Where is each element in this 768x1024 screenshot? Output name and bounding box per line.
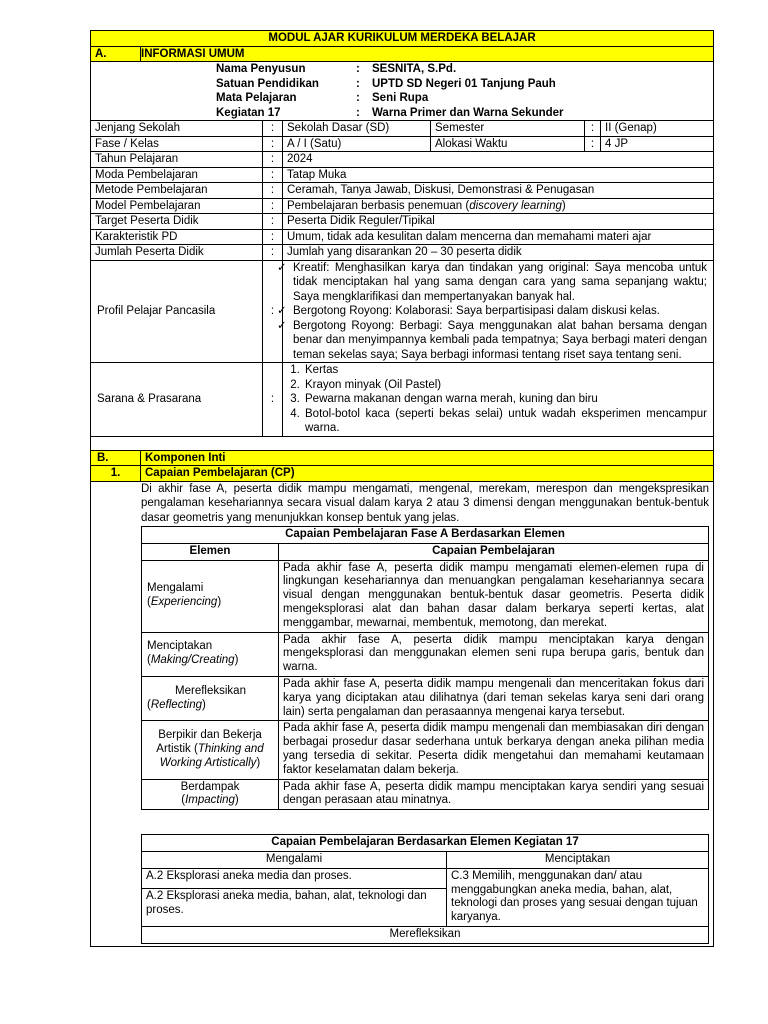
elemen-name: Merefleksikan [175,684,246,697]
profil-item-text: Kreatif: Menghasilkan karya dan tindakan yang original: Saya mencoba untuk tidak menciptakan hal yang sama dengan cara yang sama sepanjang waktu; Saya mengklarifikasi dan mempertanyakan banyak hal. [293,261,707,303]
text: Pembelajaran berbasis penemuan ( [287,199,470,212]
info-label-2: Semester [431,121,585,137]
elemen-cell: Berpikir dan Bekerja Artistik (Thinking and Working Artistically) [142,721,279,779]
cp17-cell: A.2 Eksplorasi aneka media dan proses. [142,868,447,889]
capaian-text: Pada akhir fase A, peserta didik mampu mengamati elemen-elemen rupa di lingkungan kesehariannya dan menuangkan pengalaman kesehariannya secara visual dengan menggunakan bentuk-bentuk dasar geometris. Peserta didik mengeksplorasi alat dan bahan dasar dalam berkarya seperti kertas, alat menggambar, mewarnai, membentuk, memotong, dan merekat. [279,560,709,632]
text-italic: Making/Creating [150,654,235,667]
elemen-en: (Experiencing) [147,596,222,609]
info-value: Sekolah Dasar (SD) [283,121,431,137]
sarana-list [283,363,714,437]
elemen-en: (Impacting) [181,794,239,807]
colon: : [263,152,283,168]
info-label: Karakteristik PD [91,229,263,245]
text-italic: Thinking and Working Artistically [159,743,264,769]
colon: : [585,121,601,137]
colon: : [356,77,360,90]
identity-label: Mata Pelajaran [216,92,297,104]
profil-item-text: Bergotong Royong: Kolaborasi: Saya berpartisipasi dalam diskusi kelas. [293,305,660,317]
sarana-item: 1. Kertas [303,363,707,378]
elemen-name: Berdampak [180,780,240,793]
spacer-row [91,436,714,450]
capaian-text: Pada akhir fase A, peserta didik mampu mengenali dan membiasakan diri dengan berbagai prosedur dasar sederhana untuk berkarya dengan aneka pilihan media yang tersedia di sekitar. Peserta didik mengetahui dan memahami keutamaan faktor keselamatan dalam bekerja. [279,721,709,779]
info-label: Target Peserta Didik [91,214,263,230]
colon: : [263,136,283,152]
text-italic: Reflecting [150,698,202,711]
info-label: Jumlah Peserta Didik [91,245,263,261]
section-b-letter: B. [91,450,141,466]
cp17-title: Capaian Pembelajaran Berdasarkan Elemen Kegiatan 17 [142,835,709,852]
info-value: Ceramah, Tanya Jawab, Diskusi, Demonstrasi & Penugasan [283,183,714,199]
sarana-label: Sarana & Prasarana [91,363,263,437]
check-icon: ✓ [277,319,287,332]
info-value: Tatap Muka [283,167,714,183]
elemen-cell [142,779,279,810]
profil-item [277,304,707,319]
info-label: Metode Pembelajaran [91,183,263,199]
col-header: Mengalami [142,851,447,868]
colon: : [356,92,360,104]
sarana-item: 3. Pewarna makanan dengan warna merah, kuning dan biru [303,392,707,407]
cp17-cell: C.3 Memilih, menggunakan dan/ atau menggabungkan aneka media, bahan, alat, teknologi dan proses yang sesuai dengan tujuan karyanya. [447,868,709,926]
info-value: Umum, tidak ada kesulitan dalam mencerna dan memahami materi ajar [283,229,714,245]
elemen-name: Berpikir dan Bekerja Artistik [156,729,262,756]
module-table [90,30,714,947]
cp-body [91,481,714,946]
elemen-cell [142,632,279,676]
colon: : [585,136,601,152]
identity-value: Warna Primer dan Warna Sekunder [372,106,564,119]
cp-table-title: Capaian Pembelajaran Fase A Berdasarkan Elemen [142,527,709,544]
colon: : [263,183,283,199]
capaian-text: Pada akhir fase A, peserta didik mampu menciptakan karya sendiri yang sesuai dengan perasaan atau minatnya. [279,779,709,810]
colon: : [263,121,283,137]
colon: : [263,167,283,183]
text-italic: Experiencing [150,596,218,609]
sarana-item: 4. Botol-botol kaca (seperti bekas selai) untuk wadah eksperimen mencampur warna. [303,407,707,436]
colon: : [263,214,283,230]
colon: : [263,245,283,261]
info-value-2: II (Genap) [601,121,714,137]
info-label-2: Alokasi Waktu [431,136,585,152]
cp17-footer: Merefleksikan [142,926,709,943]
cp-kegiatan-17-table [141,834,709,944]
colon: : [263,229,283,245]
check-icon: ✓ [277,261,287,274]
cp-fase-a-table [141,526,709,810]
info-label: Jenjang Sekolah [91,121,263,137]
section-a-letter: A. [91,46,141,62]
identity-value: UPTD SD Negeri 01 Tanjung Pauh [372,77,556,90]
cp-number: 1. [91,466,141,482]
info-value [283,198,714,214]
cp-heading: Capaian Pembelajaran (CP) [141,466,714,482]
info-label: Tahun Pelajaran [91,152,263,168]
cp-paragraph: Di akhir fase A, peserta didik mampu mengamati, mengenal, merekam, merespon dan mengekspresikan pengalaman kesehariannya secara visual dalam karya 2 atau 3 dimensi dengan menggunakan bentuk-bentuk dasar geometris yang menunjukkan konsep bentuk yang jelas. [141,482,709,524]
profil-label: Profil Pelajar Pancasila [91,260,263,363]
info-value: A / I (Satu) [283,136,431,152]
profil-item-text: Bergotong Royong: Berbagi: Saya menggunakan alat bahan bersama dengan benar dan menyimpannya kembali pada tempatnya; Saya berbagi materi dengan teman sekelas saya; Saya berbagi informasi tentang riset saya tentang seni. [293,319,707,361]
colon: : [263,260,283,363]
text: ) [561,199,566,212]
info-value: Peserta Didik Reguler/Tipikal [283,214,714,230]
cp17-cell: A.2 Eksplorasi aneka media, bahan, alat, teknologi dan proses. [142,889,447,927]
identity-label: Nama Penyusun [216,63,306,75]
info-label: Model Pembelajaran [91,198,263,214]
col-header: Capaian Pembelajaran [279,543,709,560]
profil-item [277,319,707,363]
elemen-name: Mengalami [147,582,204,595]
colon: : [356,106,360,119]
text-italic: discovery learning [469,199,562,212]
info-label: Fase / Kelas [91,136,263,152]
profil-list [277,260,714,363]
colon: : [263,363,283,437]
section-b-heading: Komponen Inti [141,450,714,466]
capaian-text: Pada akhir fase A, peserta didik mampu mengenali dan menceritakan fokus dari karya yang diciptakan atau dilihatnya (dari teman sekelas karya seni dari orang lain) serta pengalaman dan perasaannya mengenai karya tersebut. [279,676,709,720]
section-a-heading: INFORMASI UMUM [141,46,714,62]
page-title: MODUL AJAR KURIKULUM MERDEKA BELAJAR [91,31,714,47]
info-value: Jumlah yang disarankan 20 – 30 peserta didik [283,245,714,261]
capaian-text: Pada akhir fase A, peserta didik mampu menciptakan karya dengan mengeksplorasi dan menggunakan elemen seni rupa berupa garis, bentuk dan warna. [279,632,709,676]
identity-label: Satuan Pendidikan [216,77,319,90]
colon: : [263,198,283,214]
check-icon: ✓ [277,305,287,317]
info-value-2: 4 JP [601,136,714,152]
info-value: 2024 [283,152,714,168]
sarana-item: 2. Krayon minyak (Oil Pastel) [303,378,707,393]
elemen-en: (Reflecting) [147,698,206,711]
profil-item [277,261,707,305]
elemen-cell [142,676,279,720]
elemen-name: Menciptakan [147,640,213,653]
elemen-en: (Making/Creating) [147,654,239,667]
identity-value: SESNITA, S.Pd. [372,63,457,75]
identity-block [91,62,713,120]
text-italic: Impacting [185,794,235,807]
document-page [90,30,713,947]
colon: : [356,63,360,75]
col-header: Elemen [142,543,279,560]
info-label: Moda Pembelajaran [91,167,263,183]
col-header: Menciptakan [447,851,709,868]
identity-label: Kegiatan 17 [216,106,281,119]
elemen-cell [142,560,279,632]
identity-value: Seni Rupa [372,92,429,104]
